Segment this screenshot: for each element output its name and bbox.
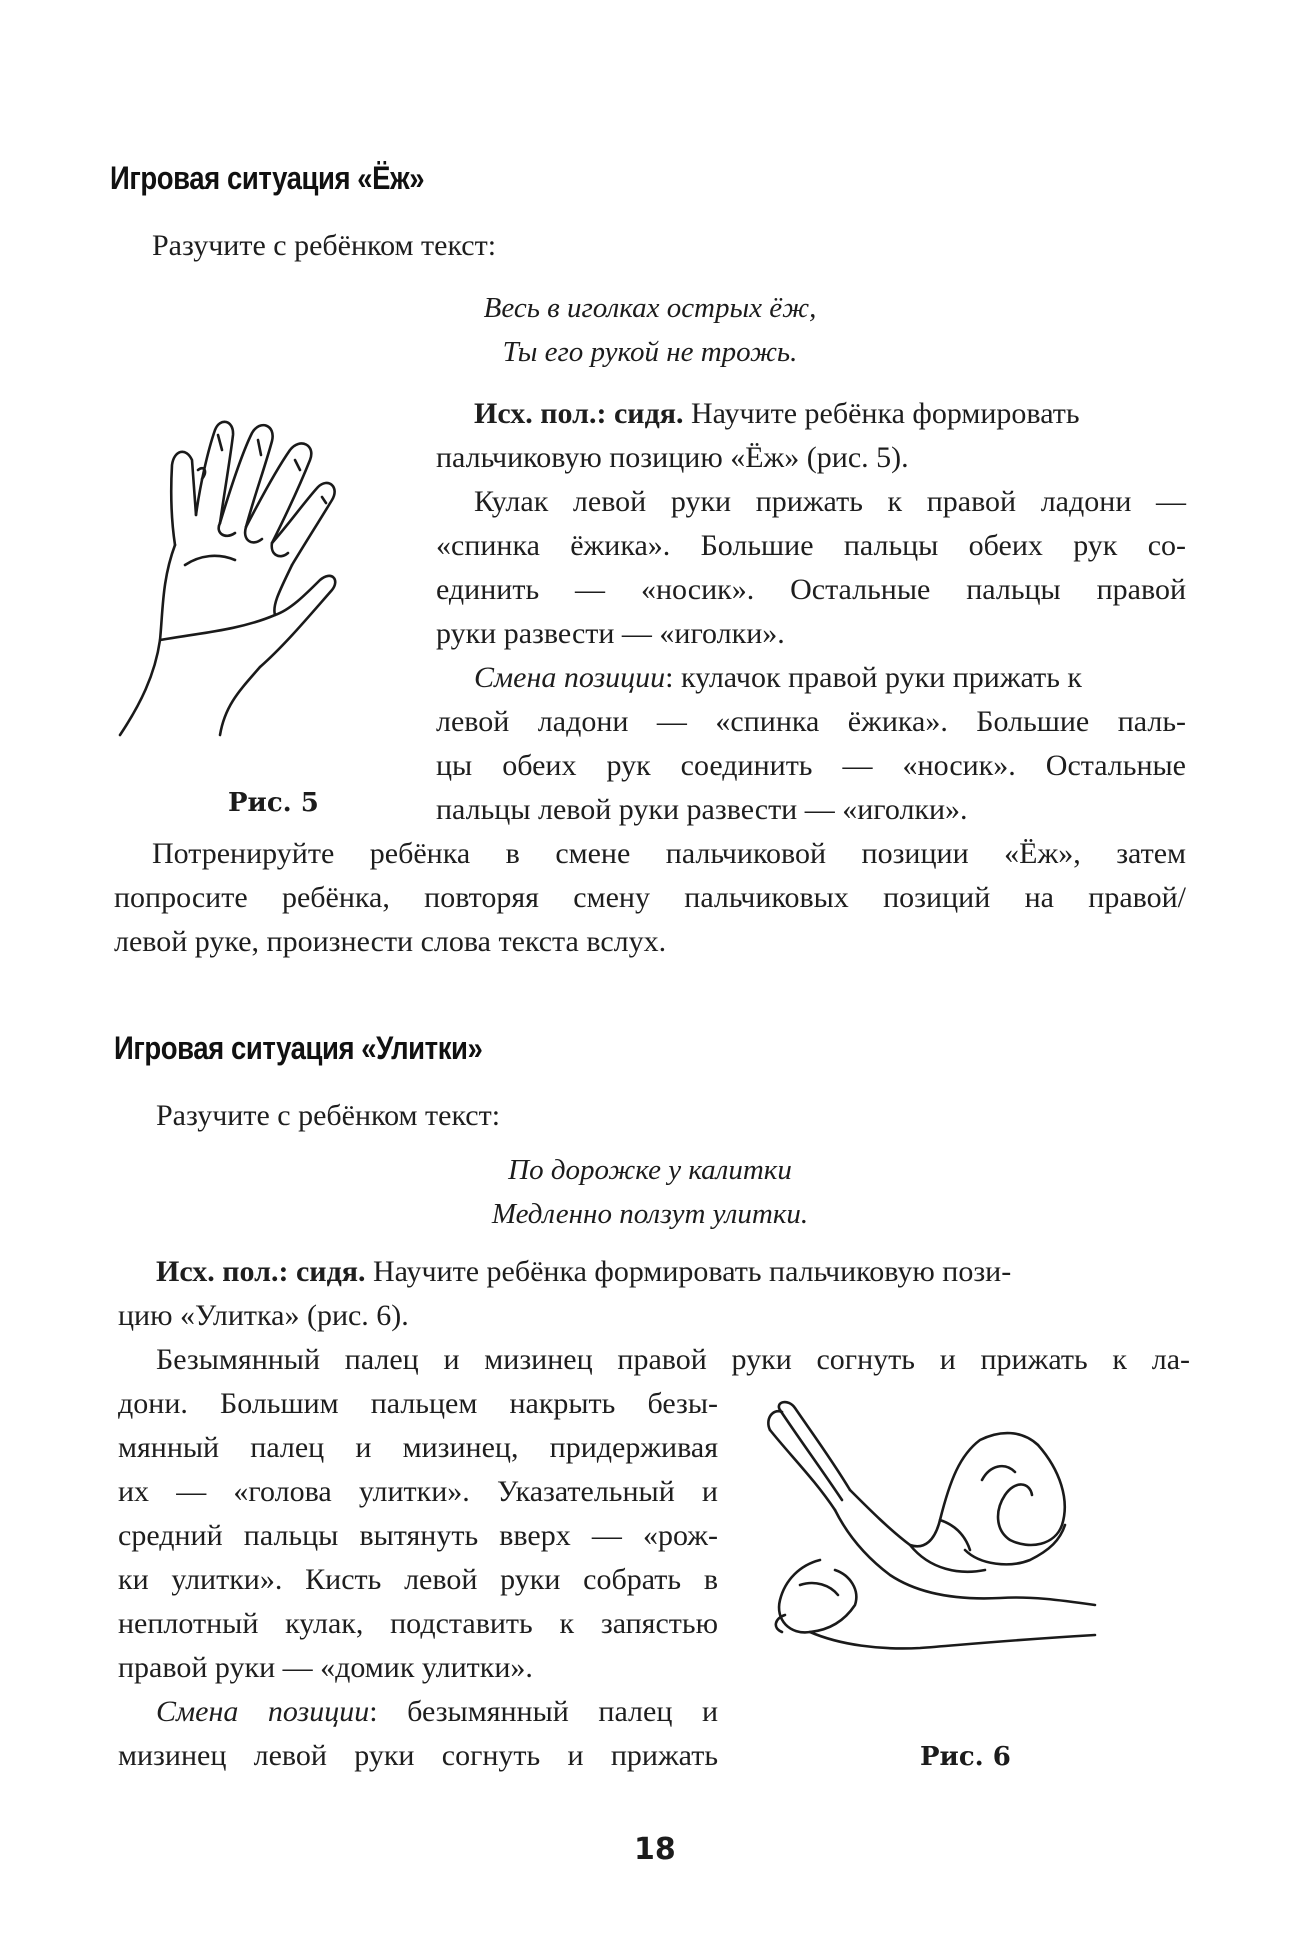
- paragraph-line: мизинец левой руки согнуть и прижать: [118, 1739, 718, 1772]
- paragraph-line: ки улитки». Кисть левой руки собрать в: [118, 1563, 718, 1596]
- hand-outline: [835, 1510, 1095, 1605]
- page-number: 18: [634, 1832, 676, 1867]
- poem-line: Весь в иголках острых ёж,: [483, 292, 817, 324]
- paragraph-line: пальчиковую позицию «Ёж» (рис. 5).: [436, 441, 909, 474]
- section-heading-snails: Игровая ситуация «Улитки»: [114, 1030, 483, 1066]
- paragraph-line: [156, 1250, 1190, 1294]
- paragraph-line: попросите ребёнка, повторяя смену пальчиковых позиций на правой/: [114, 881, 1186, 914]
- section-heading-hedgehog: Игровая ситуация «Ёж»: [110, 160, 425, 196]
- paragraph-line: Кулак левой руки прижать к правой ладони —: [474, 485, 1186, 518]
- snail-shell-fist: [779, 1560, 856, 1632]
- paragraph-text: Научите ребёнка формировать: [683, 397, 1080, 430]
- italic-term: Смена позиции: [156, 1695, 370, 1728]
- paragraph-line: [474, 392, 1186, 436]
- poem-line: Ты его рукой не трожь.: [502, 336, 798, 368]
- paragraph-line: цы обеих рук соединить — «носик». Остальные: [436, 749, 1186, 782]
- paragraph-line: средний пальцы вытянуть вверх — «рож-: [118, 1519, 718, 1552]
- figure-caption: Рис. 6: [920, 1742, 1011, 1772]
- intro-text: Разучите с ребёнком текст:: [152, 229, 497, 262]
- paragraph-line: правой руки — «домик улитки».: [118, 1651, 533, 1684]
- paragraph-text: : безымянный палец и: [369, 1695, 718, 1728]
- knuckle-line: [219, 523, 288, 556]
- paragraph-line: их — «голова улитки». Указательный и: [118, 1475, 718, 1508]
- paragraph-text: Научите ребёнка формировать пальчиковую пози-: [365, 1255, 1012, 1288]
- paragraph-line: пальцы левой руки развести — «иголки».: [436, 793, 968, 826]
- bold-term: Исх. пол.: сидя.: [156, 1255, 366, 1288]
- bold-term: Исх. пол.: сидя.: [474, 397, 684, 430]
- poem-line: По дорожке у калитки: [508, 1154, 792, 1186]
- figure-caption: Рис. 5: [228, 788, 319, 818]
- intro-text: Разучите с ребёнком текст:: [156, 1099, 501, 1132]
- paragraph-line: мянный палец и мизинец, придерживая: [118, 1431, 718, 1464]
- paragraph-line: Безымянный палец и мизинец правой руки согнуть и прижать к ла-: [156, 1343, 1190, 1376]
- lower-hand-outline: [160, 615, 275, 735]
- paragraph-line: дони. Большим пальцем накрыть безы-: [118, 1387, 718, 1420]
- paragraph-line: неплотный кулак, подставить к запястью: [118, 1607, 718, 1640]
- poem-line: Медленно ползут улитки.: [491, 1198, 809, 1230]
- paragraph-text: : кулачок правой руки прижать к: [665, 661, 1082, 694]
- paragraph-line: Потренируйте ребёнка в смене пальчиковой позиции «Ёж», затем: [152, 837, 1186, 870]
- paragraph-line: левой ладони — «спинка ёжика». Большие паль-: [436, 705, 1186, 738]
- italic-term: Смена позиции: [474, 661, 666, 694]
- hand-figure-hedgehog: [100, 405, 400, 735]
- paragraph-line: левой руке, произнести слова текста вслух.: [114, 925, 667, 958]
- snail-head-loop: [998, 1445, 1065, 1545]
- paragraph-line: «спинка ёжика». Большие пальцы обеих рук со-: [436, 529, 1186, 562]
- paragraph-line: единить — «носик». Остальные пальцы правой: [436, 573, 1186, 606]
- snail-head-loop: [965, 1466, 1065, 1564]
- hand-figure-snail: [760, 1400, 1100, 1660]
- palm-crease: [185, 556, 235, 565]
- paragraph-line: [156, 1690, 718, 1734]
- paragraph-line: руки развести — «иголки».: [436, 617, 785, 650]
- palm-outline: [171, 452, 196, 545]
- paragraph-line: [474, 656, 1186, 700]
- finger-outline: [196, 422, 233, 523]
- paragraph-line: цию «Улитка» (рис. 6).: [118, 1299, 409, 1332]
